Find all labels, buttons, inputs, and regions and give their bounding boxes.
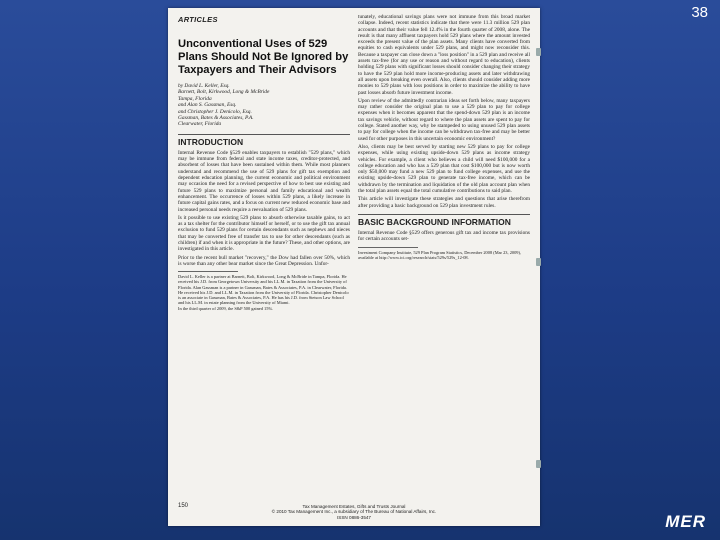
body-paragraph: Is it possible to use existing 529 plans to absorb otherwise taxable gains, to act as a tax shelter for the contributor himself or herself, or to use the gift tax annual exclusion to fund 529 plans for certain descendants such as nephews and nieces that may be converted free of transfer tax to use for other descendants (such as children) if and when it is appropriate in the future? These, and other options, are investigated in this article. <box>178 214 350 253</box>
author-block <box>178 83 350 128</box>
author-line: by David L. Keller, Esq. <box>178 83 230 89</box>
article-title: Unconventional Uses of 529 Plans Should Not Be Ignored by Taxpayers and Their Advisors <box>178 38 349 76</box>
author-line: and Christopher J. Denicolo, Esq. <box>178 108 252 115</box>
footnote-rule <box>178 271 238 272</box>
footnote: Investment Company Institute, 529 Plan Program Statistics, December 2008 (Mar 23, 2009), available at http://www.ici.org/research/stats/529s/529s_12-08. <box>358 249 522 260</box>
journal-page-number: 150 <box>178 502 189 509</box>
footer-line: ISSN 0886-3547 <box>337 514 371 520</box>
body-paragraph: tunately, educational savings plans were not immune from this broad market collapse. Indeed, recent statistics indicate that there were 11.3 million 529 plan accounts and that their value fell 12.4% in the fourth quarter of 2008, alone. The result is that many affluent taxpayers hold 529 plans where the amount invested exceeds the present value of the plan assets. Many clients have converted from equities to cash equivalents under 529 plans, and might now reconsider this. Because a taxpayer can close down a "loss position" in a 529 plan and receive all assets tax-free (for any use or reason and without regard to education), clients holding 529 plans with significant losses should consider changing their strategy to have the 529 plan hold more income-producing assets and later withdrawing all assets upon breaking even overall. Also, clients should consider adding more monies to 529 plans with loss positions in order to maximize the ability to have past losses absorb future investment income. <box>358 14 530 96</box>
footnote-rule <box>358 247 418 248</box>
background-heading: BASIC BACKGROUND INFORMATION <box>358 214 530 227</box>
footer-line: © 2010 Tax Management Inc., a subsidiary of The Bureau of National Affairs, Inc. <box>271 509 437 515</box>
body-paragraph: Internal Revenue Code §529 offers generous gift tax and income tax provisions for certain accounts set- <box>358 229 530 243</box>
left-column <box>178 30 350 313</box>
author-line: Barnett, Bolt, Kirkwood, Long & McBride <box>178 89 270 96</box>
mer-logo: MER <box>665 512 706 531</box>
author-line: Tampa, Florida <box>178 95 212 102</box>
binder-hole-mark <box>536 48 541 56</box>
page-footer <box>178 504 530 520</box>
right-column <box>358 14 530 261</box>
slide-page-number: 38 <box>691 4 708 21</box>
section-label: ARTICLES <box>178 15 218 24</box>
footnote: David L. Keller is a partner at Barnett, Bolt, Kirkwood, Long & McBride in Tampa, Florida. He received his J.D. from Georgetown University and his LL.M. in Taxation from the University of Florida. Alan Gassman is a partner in Gassman, Bates & Associates, P.A. in Clearwater, Florida. He received his J.D. and LL.M. in Taxation from the University of Florida. Christopher Denicolo is an associate in Gassman, Bates & Associates, P.A. He has his J.D. from Stetson Law School and his LL.M. in estate planning from the University of Miami. <box>178 274 349 306</box>
body-paragraph: Internal Revenue Code §529 enables taxpayers to establish "529 plans," which may be immune from federal and state income taxes, creditor-protected, and absorbent of losses that have been sustained within them. While most planners understand and recommend the use of 529 plans for gift tax exemption and dependent education planning, the current economic and political environment may occasion the need for a revised perspective of how to best use existing and future 529 plans to maximize personal and family educational and wealth enhancement. The occurrence of losses within 529 plans, a likely increase in future capital gains rates, and a focus on current new reduced economic base and increased personal needs require a reevaluation of 529 plans. <box>178 149 350 213</box>
binder-hole-mark <box>536 460 541 468</box>
scanned-article-page <box>168 8 540 526</box>
body-paragraph: Also, clients may be best served by starting new 529 plans to pay for college expenses, while using existing upside-down 529 plans as income strategy vehicles. For example, a client who believes a child will need $100,000 for a college education and who has a 529 plan that cost $100,000 but is now worth only $50,000 may fund a new 529 plan to fund college expenses, and use the existing upside-down 529 plan to generate tax-free income, which can be withdrawn by the termination and liquidation of the old plan account plan when the total plan assets equal the total cumulative contributions to said plan. <box>358 143 530 195</box>
body-paragraph: This article will investigate these strategies and questions that arise therefrom after providing a basic background on 529 plan investment rules. <box>358 196 530 209</box>
introduction-heading: INTRODUCTION <box>178 134 350 147</box>
footnote: In the third quarter of 2009, the S&P 500 gained 15%. <box>178 306 274 312</box>
author-line: Gassman, Bates & Associates, P.A. <box>178 115 254 122</box>
author-line: and Alan S. Gassman, Esq. <box>178 102 237 109</box>
binder-hole-mark <box>536 258 541 266</box>
body-paragraph: Upon review of the admittedly contrarian ideas set forth below, many taxpayers may rather consider the original plan to use a 529 plan to pay for college expenses when it becomes apparent that the spend-down 529 plan is an income tax savings vehicle, without regard to where the plan assets are spent to pay for college. Stated another way, why be stampeded to using unused 529 plan assets to pay for college when the income can be withdrawn tax-free and may be better used for other purposes in this uncertain economic environment? <box>358 97 530 142</box>
author-line: Clearwater, Florida <box>178 121 222 128</box>
body-paragraph: Prior to the recent bull market "recovery," the Dow had fallen over 50%, which is worse than any other bear market since the Great Depression. Unfor- <box>178 254 350 267</box>
footer-line: Tax Management Estates, Gifts and Trusts Journal <box>302 503 406 509</box>
